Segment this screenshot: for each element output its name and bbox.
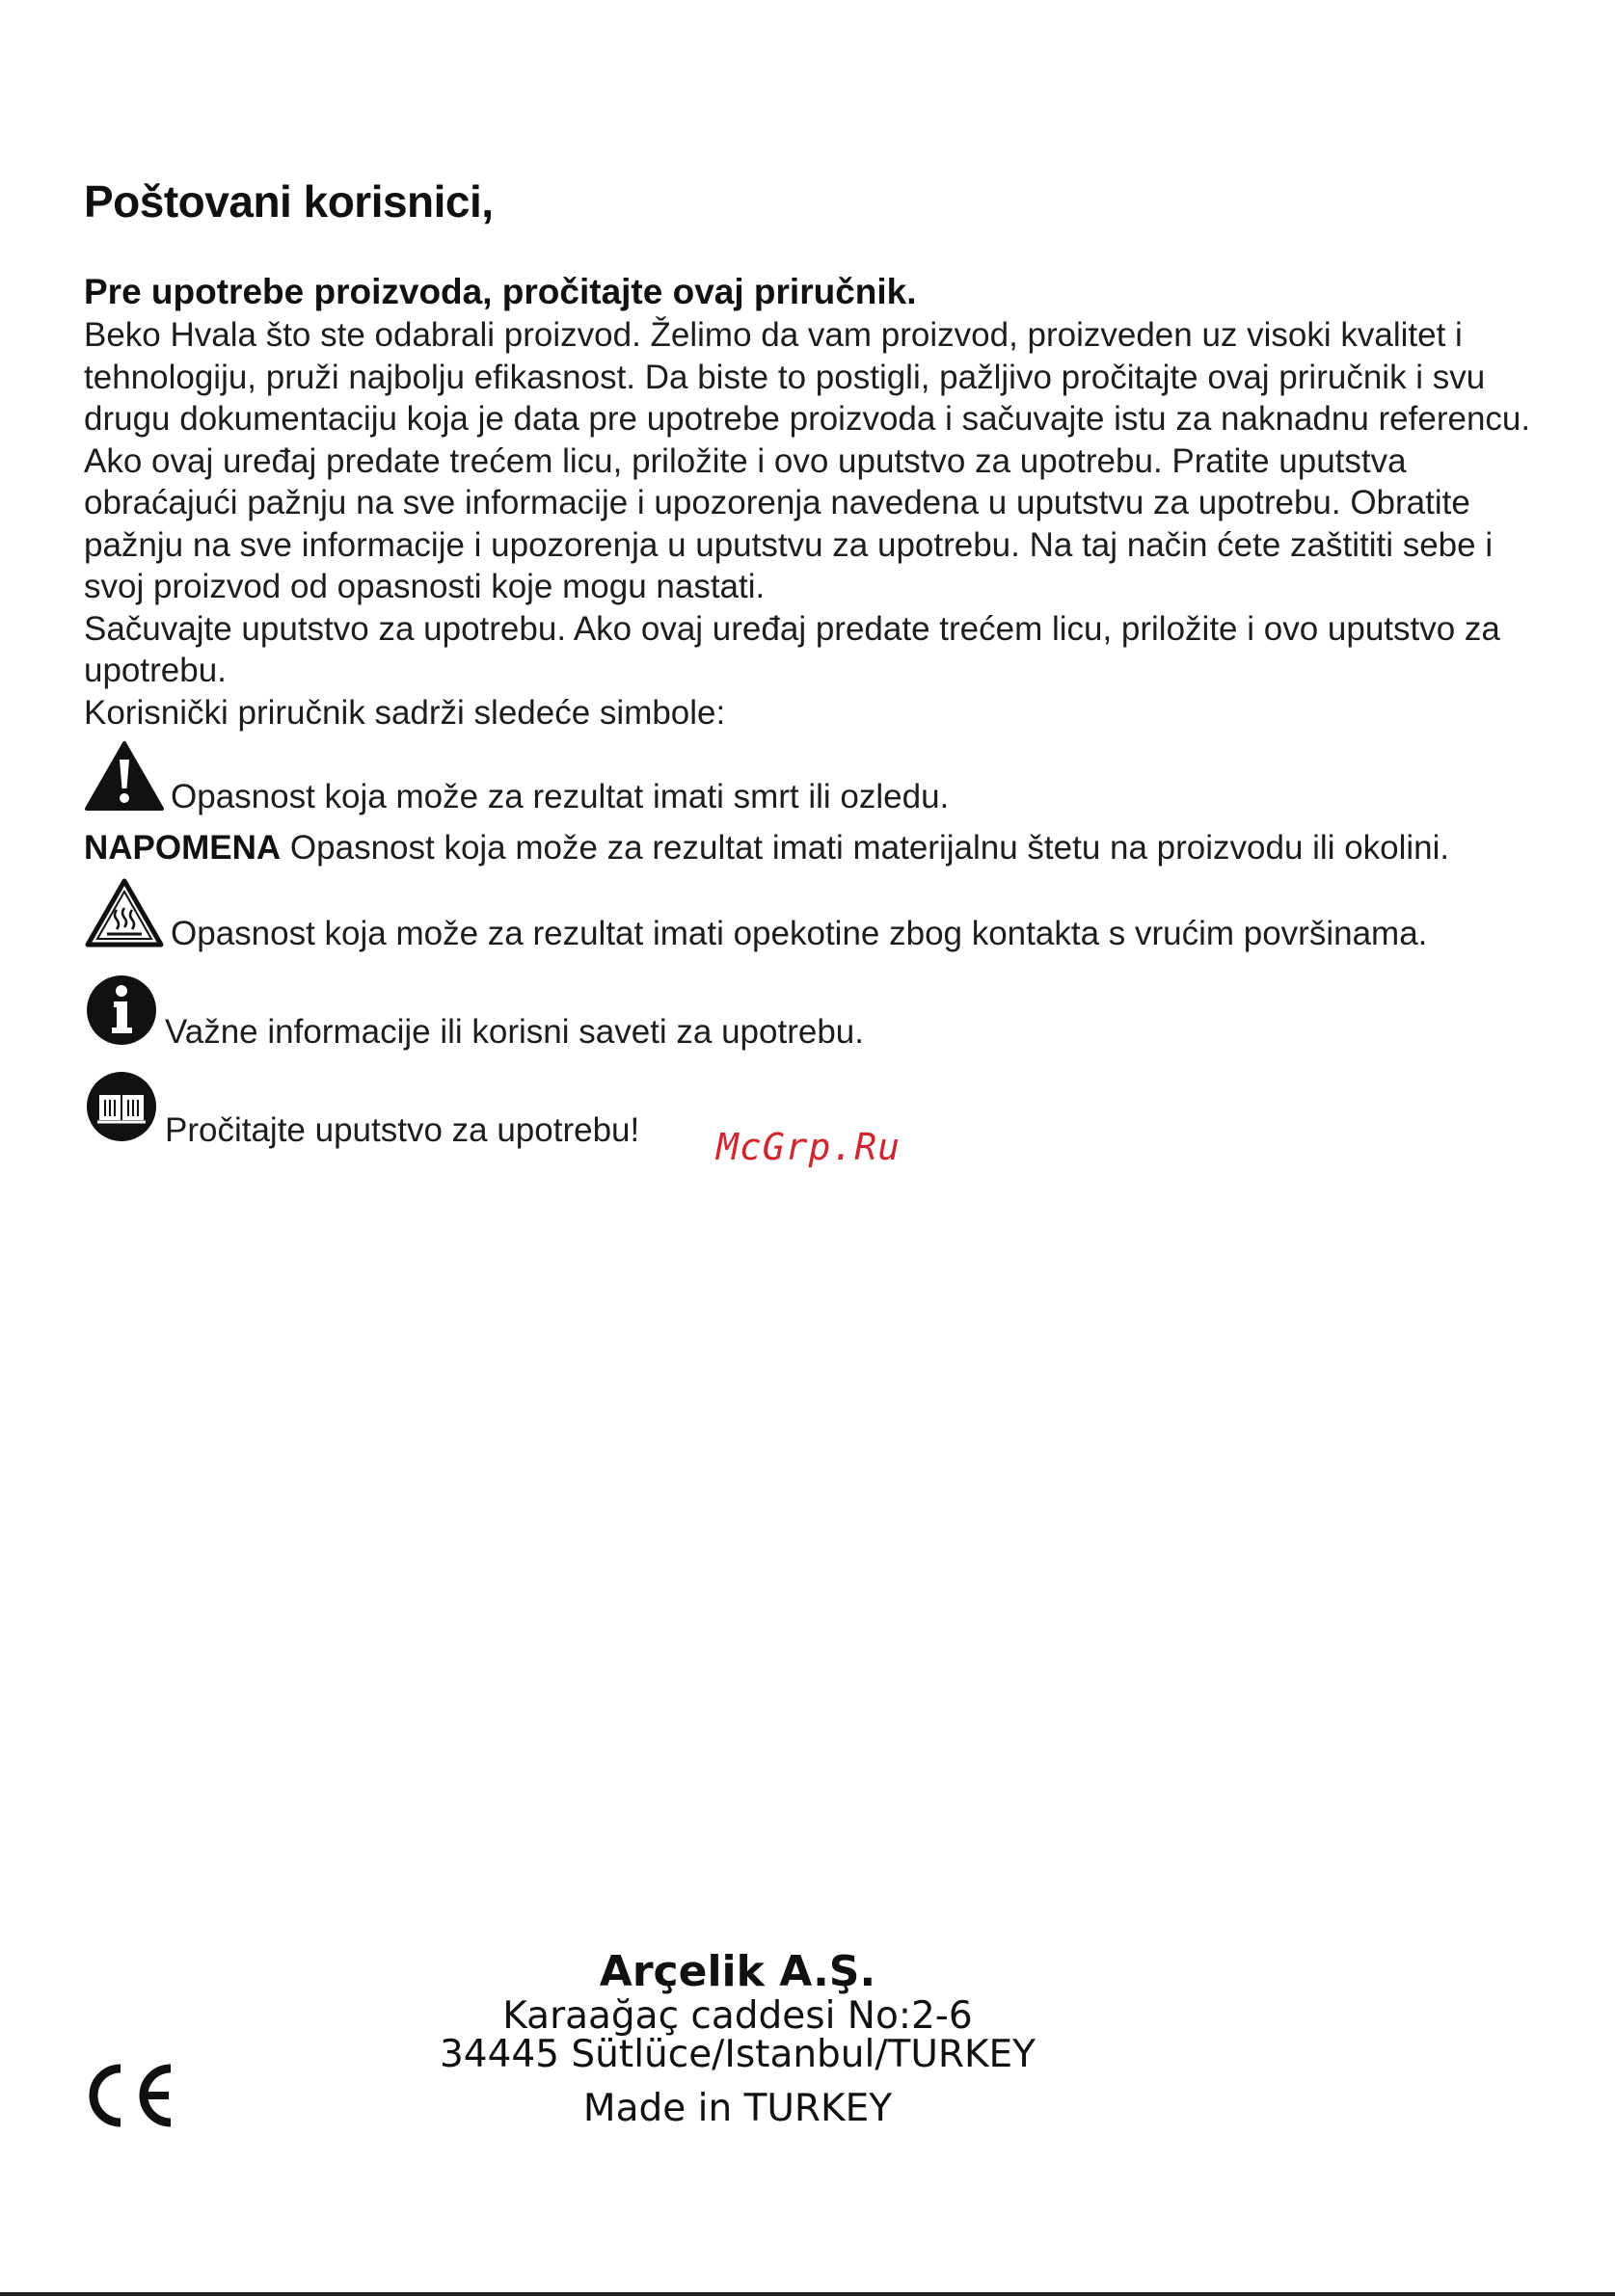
footer-address — [366, 1947, 1109, 2128]
page-title: Poštovani korisnici, — [84, 176, 494, 227]
address-line-2: 34445 Sütlüce/Istanbul/TURKEY — [439, 2033, 1036, 2076]
hot-surface-icon — [84, 877, 165, 953]
symbol-row-warning — [84, 740, 949, 816]
made-in-label: Made in TURKEY — [582, 2087, 893, 2130]
intro-paragraph-1: Beko Hvala što ste odabrali proizvod. Želimo da vam proizvod, proizveden uz visoki kvalitet i tehnologiju, pruži najbolju efikasnost. Da biste to postigli, pažljivo pročitajte ovaj priručnik i svu drugu dokumentaciju koja je data pre upotrebe proizvoda i sačuvajte istu za naknadnu referencu. Ako ovaj uređaj predate trećem licu, priložite i ovo uputstvo za upotrebu. Pratite uputstva obraćajući pažnju na sve informacije i upozorenja navedena u uputstvu za upotrebu. Obratite pažnju na sve informacije i upozorenja u uputstvu za upotrebu. Na taj način ćete zaštititi sebe i svoj proizvod od opasnosti koje mogu nastati. — [84, 316, 1531, 605]
read-description: Pročitajte uputstvo za upotrebu! — [165, 1111, 640, 1149]
intro-subheading: Pre upotrebe proizvoda, pročitajte ovaj priručnik. — [84, 272, 917, 311]
symbol-row-hot — [84, 877, 1427, 953]
ce-mark-icon — [82, 2061, 178, 2135]
note-label: NAPOMENA — [84, 829, 282, 867]
bottom-divider — [0, 2292, 1615, 2296]
warning-triangle-icon — [84, 740, 165, 816]
book-icon — [84, 1072, 159, 1150]
company-name: Arçelik A.Ş. — [599, 1947, 876, 1996]
intro-paragraph-3: Korisnički priručnik sadrži sledeće simbole: — [84, 693, 726, 732]
info-description: Važne informacije ili korisni saveti za upotrebu. — [165, 1013, 864, 1051]
address-line-1: Karaağaç caddesi No:2-6 — [502, 1994, 973, 2038]
note-description: Opasnost koja može za rezultat imati materijalnu štetu na proizvodu ili okolini. — [281, 829, 1450, 867]
note-row — [84, 827, 1449, 869]
intro-paragraph-2: Sačuvajte uputstvo za upotrebu. Ako ovaj uređaj predate trećem licu, priložite i ovo uputstvo za upotrebu. — [84, 609, 1500, 689]
hot-description: Opasnost koja može za rezultat imati opekotine zbog kontakta s vrućim površinama. — [171, 915, 1428, 952]
info-icon — [84, 974, 159, 1052]
watermark: McGrp.Ru — [716, 1126, 902, 1168]
symbol-row-info — [84, 974, 864, 1052]
warning-description: Opasnost koja može za rezultat imati smrt ili ozledu. — [171, 778, 950, 815]
symbol-row-read — [84, 1072, 639, 1150]
intro-section — [84, 270, 1549, 734]
